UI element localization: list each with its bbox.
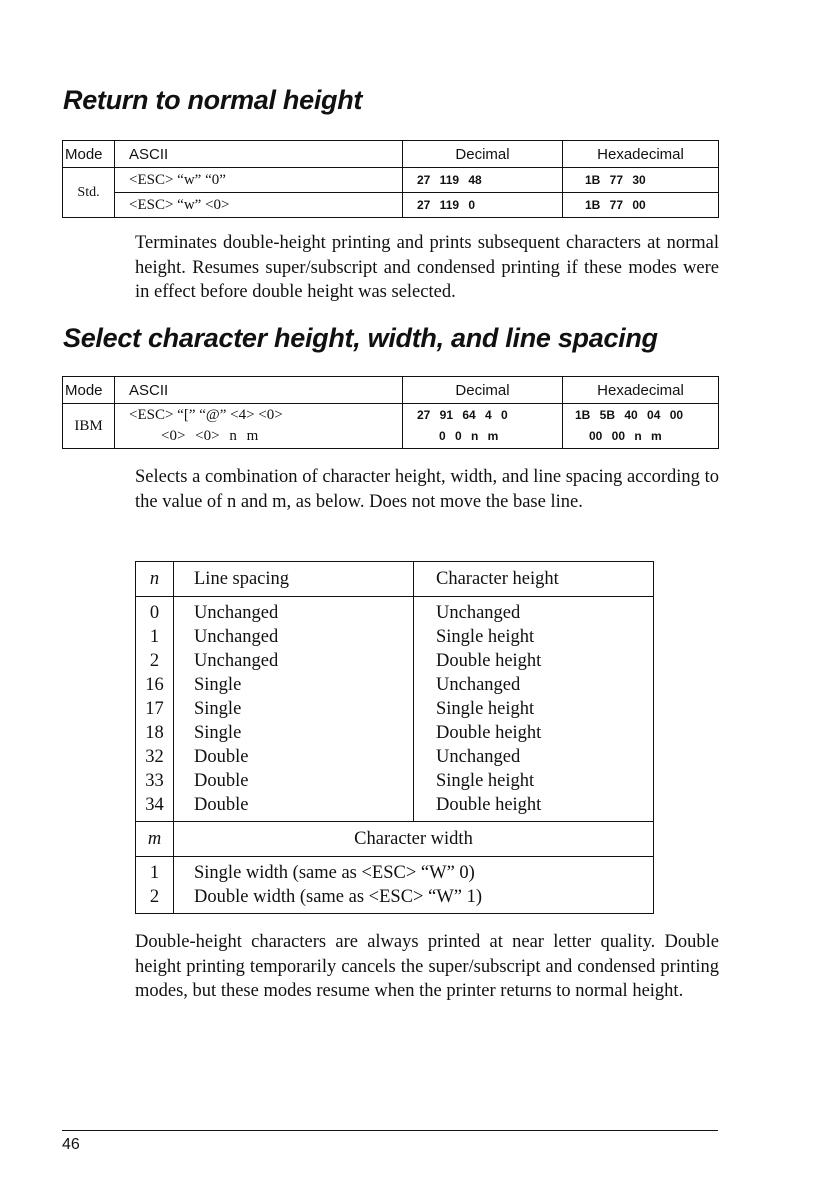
table-row [136,673,654,697]
m-value: 1 [136,857,174,886]
n-value: 1 [136,625,174,649]
character-height-value: Single height [414,697,654,721]
table-row [63,404,719,449]
character-height-value: Unchanged [414,597,654,626]
character-height-value: Single height [414,769,654,793]
header-line-spacing: Line spacing [174,562,414,597]
table-row [136,597,654,626]
table-row [136,697,654,721]
table-header-row [63,377,719,404]
header-character-height: Character height [414,562,654,597]
table-row [63,168,719,193]
command-table-return-normal-height [62,140,719,218]
hex-cell [563,404,719,449]
header-ascii: ASCII [115,141,403,168]
table-row [136,745,654,769]
section-title-return-normal-height: Return to normal height [63,85,363,115]
hex-line-1: 1B 5B 40 04 00 [575,408,684,422]
n-value: 33 [136,769,174,793]
header-n: n [136,562,174,597]
table-row [136,649,654,673]
m-value: 2 [136,885,174,914]
header-mode: Mode [63,377,115,404]
character-height-value: Single height [414,625,654,649]
line-spacing-value: Unchanged [174,649,414,673]
header-decimal: Decimal [403,141,563,168]
mode-cell: Std. [63,168,115,218]
note-double-height: Double-height characters are always printed at near letter quality. Double height printing temporarily cancels the super/subscript and condensed printing modes, but these modes resume when the printer returns to normal height. [135,932,719,1001]
ascii-line-1: <ESC> “[” “@” <4> <0> [129,407,283,423]
line-spacing-value: Double [174,793,414,822]
n-value: 32 [136,745,174,769]
table-row [63,193,719,218]
n-value: 0 [136,597,174,626]
n-value: 16 [136,673,174,697]
decimal-cell: 27 119 48 [403,168,563,193]
hex-cell: 1B 77 00 [563,193,719,218]
n-m-values-table [135,561,654,914]
page-number: 46 [62,1136,80,1153]
n-table-header-row [136,562,654,597]
decimal-line-1: 27 91 64 4 0 [417,408,508,422]
character-height-value: Double height [414,721,654,745]
character-width-value: Double width (same as <ESC> “W” 1) [174,885,654,914]
header-hexadecimal: Hexadecimal [563,377,719,404]
header-m: m [136,822,174,857]
description-select-height-width: Selects a combination of character height, width, and line spacing according to the value of n and m, as below. Does not move the base line. [135,467,719,512]
header-ascii: ASCII [115,377,403,404]
character-height-value: Unchanged [414,745,654,769]
footer-rule [62,1130,718,1131]
line-spacing-value: Unchanged [174,597,414,626]
header-decimal: Decimal [403,377,563,404]
line-spacing-value: Single [174,673,414,697]
command-table-select-height-width [62,376,719,449]
n-value: 34 [136,793,174,822]
header-mode: Mode [63,141,115,168]
table-row [136,885,654,914]
decimal-cell: 27 119 0 [403,193,563,218]
character-height-value: Unchanged [414,673,654,697]
decimal-cell [403,404,563,449]
table-row [136,721,654,745]
table-row [136,793,654,822]
ascii-cell [115,404,403,449]
m-table-header-row [136,822,654,857]
table-row [136,857,654,886]
section-title-select-height-width-spacing: Select character height, width, and line spacing [63,323,658,353]
mode-cell: IBM [63,404,115,449]
character-height-value: Double height [414,793,654,822]
description-return-normal-height: Terminates double-height printing and prints subsequent characters at normal height. Resumes super/subscript and condensed printing if these modes were in effect before double height was selected. [135,233,719,302]
line-spacing-value: Unchanged [174,625,414,649]
hex-cell: 1B 77 30 [563,168,719,193]
n-value: 18 [136,721,174,745]
ascii-line-2: <0> <0> n m [161,428,259,444]
n-value: 2 [136,649,174,673]
hex-line-2: 00 00 n m [589,429,662,443]
line-spacing-value: Double [174,745,414,769]
table-row [136,625,654,649]
ascii-cell: <ESC> “w” <0> [115,193,403,218]
character-width-value: Single width (same as <ESC> “W” 0) [174,857,654,886]
header-hexadecimal: Hexadecimal [563,141,719,168]
ascii-cell: <ESC> “w” “0” [115,168,403,193]
header-character-width: Character width [174,822,654,857]
decimal-line-2: 0 0 n m [439,429,499,443]
line-spacing-value: Single [174,721,414,745]
line-spacing-value: Single [174,697,414,721]
n-value: 17 [136,697,174,721]
table-row [136,769,654,793]
character-height-value: Double height [414,649,654,673]
line-spacing-value: Double [174,769,414,793]
table-header-row [63,141,719,168]
